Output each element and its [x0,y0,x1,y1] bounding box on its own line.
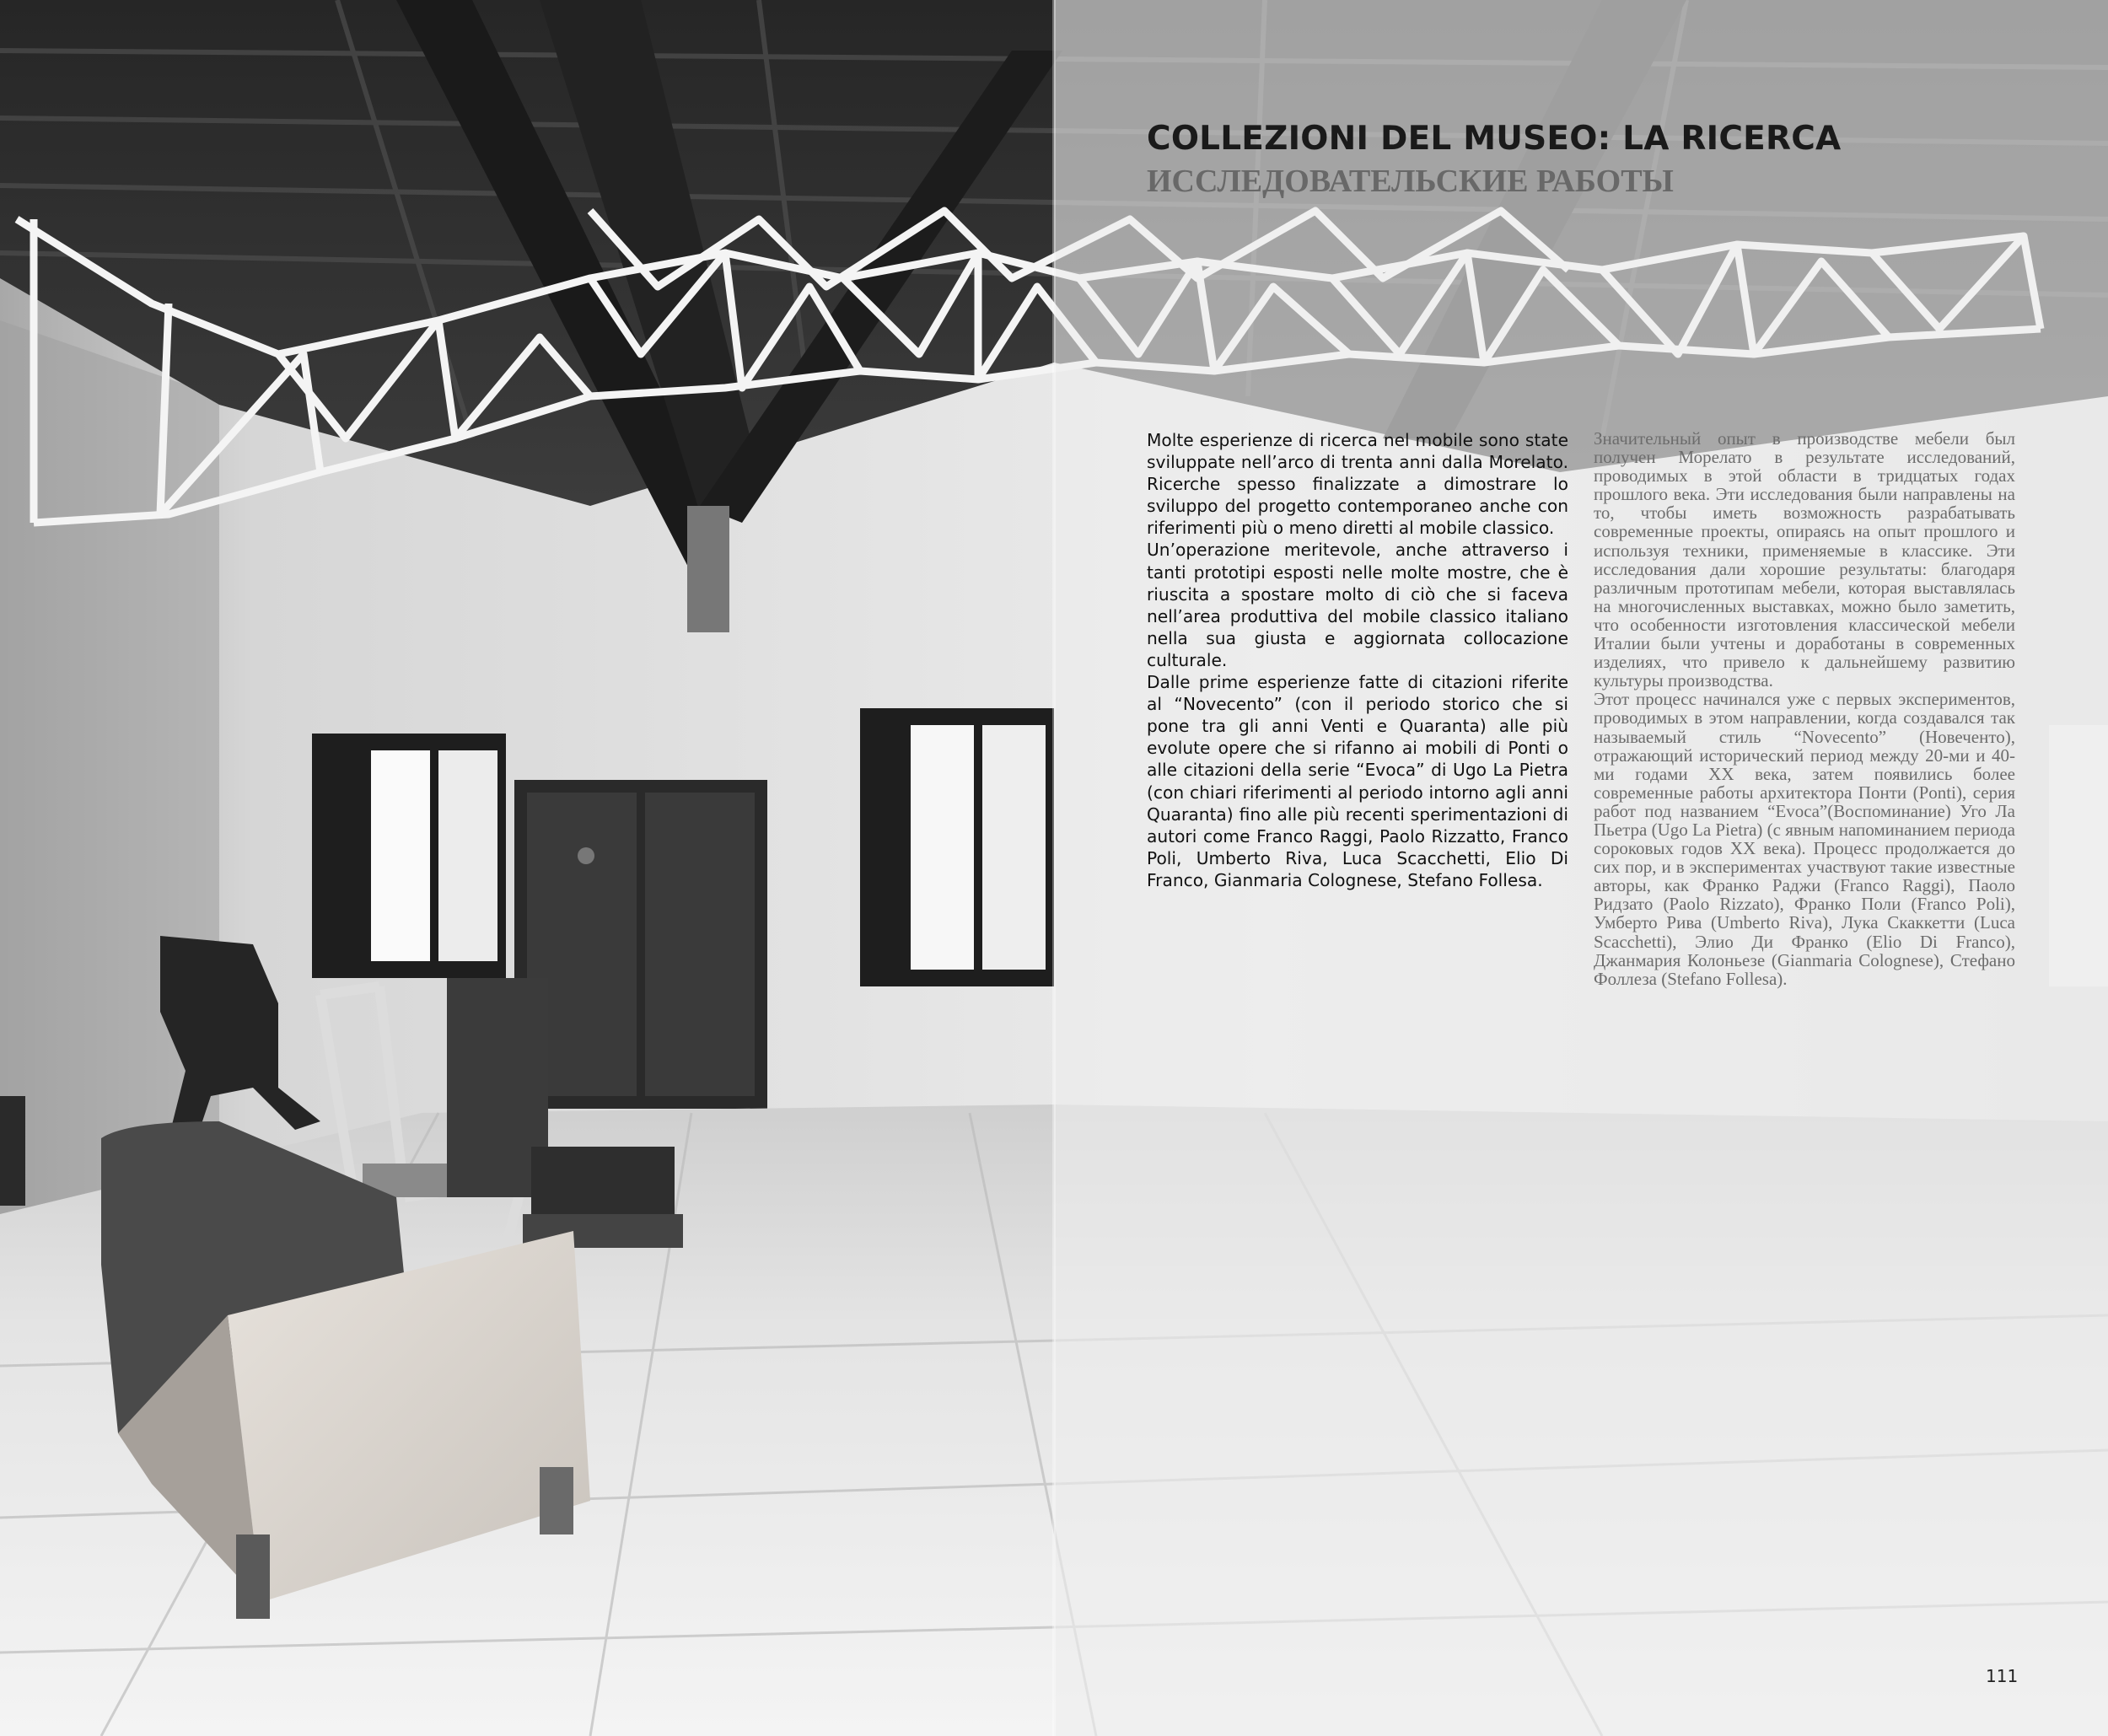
page-number: 111 [1986,1666,2019,1686]
page-gutter [1052,0,1056,1736]
text-column-italian [1147,429,1568,891]
paragraph-it-1: Molte esperienze di ricerca nel mobile sono state sviluppate nell’arco di trenta anni dalla Morelato. Ricerche spesso finalizzate a dimostrare lo sviluppo del progetto contemporaneo anche con riferimenti più o meno diretti al mobile classico. [1147,430,1568,539]
paragraph-it-2: Un’operazione meritevole, anche attraverso i tanti prototipi esposti nelle molte mostre, che è riuscita a spostare molto di ciò che si faceva nell’area produttiva del mobile classico italiano nella sua giusta e aggiornata collocazione culturale. [1147,540,1568,670]
paragraph-ru-1: Значительный опыт в производстве мебели был получен Морелато в результате исследований, проводимых в этой области в тридцатых годах прошлого века. Эти исследования были направлены на то, чтобы иметь возможность разрабатывать современные проекты, опираясь на опыт прошлого и используя техники, применяемые в классике. Эти исследования дали хорошие результаты: благодаря различным прототипам мебели, которая выставлялась на многочисленных выставках, можно было заметить, что особенности изготовления классической мебели Италии были учтены и доработаны в современных изделиях, что привело к дальнейшему развитию культуры производства. [1594,428,2015,691]
text-column-russian [1594,429,2015,988]
paragraph-it-3: Dalle prime esperienze fatte di citazioni riferite al “Novecento” (con il periodo storico che si pone tra gli anni Venti e Quaranta) alle più evolute opere che si rifanno ai mobili di Ponti o alle citazioni della serie “Evoca” di Ugo La Pietra (con chiari riferimenti al periodo intorno agli anni Quaranta) fino alle più recenti sperimentazioni di autori come Franco Raggi, Paolo Rizzatto, Franco Poli, Umberto Riva, Luca Scacchetti, Elio Di Franco, Gianmaria Colognese, Stefano Follesa. [1147,672,1568,890]
page-title-russian: ИССЛЕДОВАТЕЛЬСКИЕ РАБОТЫ [1147,164,1674,199]
page-title-italian: COLLEZIONI DEL MUSEO: LA RICERCA [1147,120,1842,158]
paragraph-ru-2: Этот процесс начинался уже с первых экспериментов, проводимых в этом направлении, когда создавался так называемый стиль “Novecento” (Новеченто), отражающий исторический период между 20-ми и 40-ми годами XX века, затем появились более современные работы архитектора Понти (Ponti), серия работ под названием “Evoca”(Воспоминание) Уго Ла Пьетра (Ugo La Pietra) (с явным напоминанием периода сороковых годов XX века). Процесс продолжается до сих пор, и в экспериментах участвуют такие известные авторы, как Франко Раджи (Franco Raggi), Паоло Ридзато (Paolo Rizzato), Франко Поли (Franco Poli), Умберто Рива (Umberto Riva), Лука Скаккетти (Luca Scacchetti), Элио Ди Франко (Elio Di Franco), Джанмария Колоньезе (Gianmaria Colognese), Стефано Фоллеза (Stefano Follesa). [1594,689,2015,989]
